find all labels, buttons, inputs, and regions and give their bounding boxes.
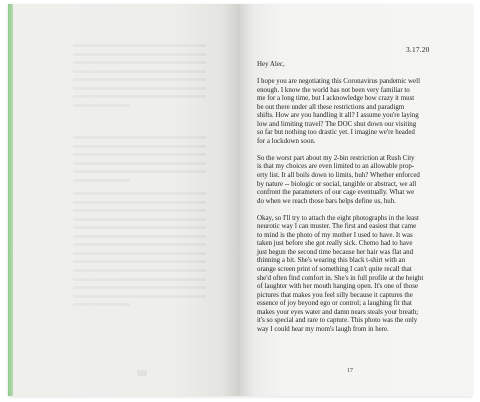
text-line: to mind is the photo of my mother I used to have. It was (257, 230, 413, 239)
text-line: low and limiting travel? The DOC shut down our visiting (257, 119, 417, 128)
text-line: it's so special and rare to capture. This photo was the only (257, 316, 418, 325)
show-through-line (73, 78, 206, 81)
text-line: thinning a bit. She's wearing this black t-shirt with an (257, 256, 406, 265)
salutation: Hey Alec, (257, 60, 285, 68)
left-page (13, 4, 240, 396)
show-through-line (73, 104, 130, 107)
text-line: she'd often find comfort in. She's in full profile at the height (257, 273, 424, 282)
text-line: of laughter with her mouth hanging open. It's one of those (257, 282, 418, 291)
text-line: I hope you are negotiating this Coronavirus pandemic well (257, 77, 420, 86)
show-through-line (73, 136, 206, 139)
text-line: by nature -- biologic or social, tangible or abstract, we all (257, 179, 417, 188)
show-through-line (73, 295, 206, 298)
show-through-line (73, 95, 206, 98)
paragraph-2 (257, 154, 457, 205)
show-through-line (73, 162, 206, 165)
text-line: shifts. How are you handling it all? I assume you're laying (257, 111, 419, 120)
show-through-line (73, 53, 206, 56)
text-line: for a lockdown soon. (257, 136, 316, 145)
show-through-line (73, 252, 206, 255)
show-through-line (73, 61, 206, 64)
show-through-line (73, 226, 206, 229)
show-through-line (73, 170, 206, 173)
text-line: taken just before she got really sick. Chemo had to have (257, 239, 413, 248)
show-through-line (73, 286, 206, 289)
text-line: Okay, so I'll try to attach the eight photographs in the least (257, 213, 419, 222)
text-line: is that my choices are even limited to an allowable prop- (257, 162, 415, 171)
show-through-line (73, 218, 206, 221)
show-through-line (73, 269, 206, 272)
text-line: so far but nothing too drastic yet. I imagine we're headed (257, 128, 415, 137)
text-line: do when we reach those bars helps define us, huh. (257, 196, 396, 205)
show-through-line (73, 145, 206, 148)
paragraph-3 (257, 214, 457, 334)
show-through-line (73, 87, 206, 90)
show-through-line (73, 243, 206, 246)
text-line: confront the parameters of our cage eventually. What we (257, 188, 415, 197)
show-through-line (73, 278, 206, 281)
show-through-line (73, 44, 206, 47)
text-line: So the worst part about my 2-bin restriction at Rush City (257, 153, 415, 162)
text-line: enough. I know the world has not been very familiar to (257, 85, 410, 94)
show-through-line (73, 70, 206, 73)
show-through-line (73, 201, 206, 204)
show-through-line (73, 192, 206, 195)
left-page-number-ghost (137, 370, 147, 376)
text-line: way I could hear my mom's laugh from in here. (257, 324, 389, 333)
show-through-line (73, 179, 130, 182)
show-through-line (73, 260, 206, 263)
text-line: orange screen print of something I can't quite recall that (257, 264, 412, 273)
show-through-line (73, 235, 206, 238)
show-through-line (73, 153, 206, 156)
letter-body (257, 60, 457, 342)
text-line: pictures that makes you feel silly because it captures the (257, 290, 413, 299)
text-line: just begun the second time because her hair was flat and (257, 247, 414, 256)
show-through-line (73, 209, 206, 212)
text-line: neurotic way I can muster. The first and easiest that came (257, 222, 417, 231)
text-line: me for a long time, but I acknowledge how crazy it must (257, 94, 415, 103)
letter-date: 3.17.20 (406, 45, 430, 54)
paragraph-1 (257, 77, 457, 145)
text-line: be out there under all these restrictions and paradigm (257, 102, 405, 111)
page-number: 17 (347, 368, 353, 374)
text-line: makes your eyes water and damn nears steals your breath; (257, 307, 419, 316)
text-line: erty list. It all boils down to limits, huh? Whether enforced (257, 171, 420, 180)
show-through-line (73, 303, 130, 306)
text-line: essence of joy beyond ego or control; a laughing fit that (257, 299, 412, 308)
